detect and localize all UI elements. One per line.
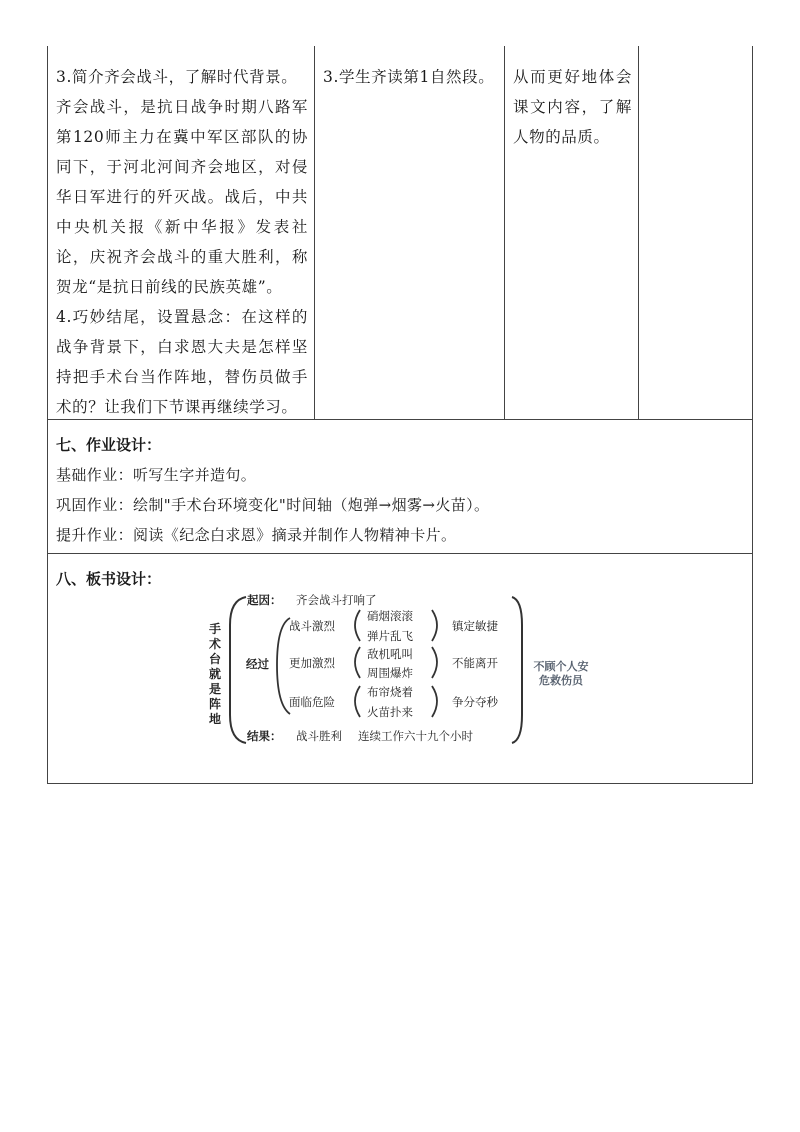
result-label: 结果： bbox=[247, 729, 282, 743]
stage-2-label: 更加激烈 bbox=[289, 656, 335, 670]
notes-cell bbox=[639, 46, 754, 419]
design-intent-cell bbox=[505, 46, 639, 419]
stage-2-item-2: 周围爆炸 bbox=[367, 666, 413, 680]
homework-section bbox=[47, 420, 753, 554]
summary-text: 不顾个人安危救伤员 bbox=[533, 660, 589, 687]
teaching-process-table bbox=[47, 46, 753, 420]
result-detail: 连续工作六十九个小时 bbox=[358, 729, 473, 743]
stage-3-item-2: 火苗扑来 bbox=[367, 705, 413, 719]
result-text: 战斗胜利 bbox=[296, 729, 342, 743]
process-label: 经过 bbox=[246, 657, 269, 671]
stage-3-label: 面临危险 bbox=[289, 695, 335, 709]
student-activity-text: 3.学生齐读第1自然段。 bbox=[323, 68, 495, 86]
design-intent-text: 从而更好地体会课文内容，了解人物的品质。 bbox=[513, 68, 632, 146]
cause-label: 起因： bbox=[247, 593, 282, 607]
stage-3-result: 争分夺秒 bbox=[452, 695, 498, 709]
background-paragraph: 齐会战斗，是抗日战争时期八路军第120师主力在冀中军区部队的协同下，于河北河间齐会地区，对侵华日军进行的歼灭战。战后，中共中央机关报《新中华报》发表社论，庆祝齐会战斗的重大胜利，称贺龙“是抗日前线的民族英雄”。 bbox=[56, 98, 308, 296]
activity-step-3: 3.简介齐会战斗，了解时代背景。 bbox=[56, 68, 298, 86]
board-title: 八、板书设计： bbox=[56, 570, 162, 588]
homework-title: 七、作业设计： bbox=[56, 436, 162, 454]
homework-consolidate: 巩固作业：绘制"手术台环境变化"时间轴（炮弹→烟雾→火苗）。 bbox=[56, 496, 490, 514]
stage-1-label: 战斗激烈 bbox=[289, 619, 335, 633]
homework-advanced: 提升作业：阅读《纪念白求恩》摘录并制作人物精神卡片。 bbox=[56, 526, 457, 544]
student-activity-cell bbox=[315, 46, 505, 419]
activity-step-4: 4.巧妙结尾，设置悬念：在这样的战争背景下，白求恩大夫是怎样坚持把手术台当作阵地，替伤员做手术的？让我们下节课再继续学习。 bbox=[56, 308, 308, 416]
board-main-title: 手术台就是阵地 bbox=[208, 622, 221, 726]
stage-1-result: 镇定敏捷 bbox=[452, 619, 498, 633]
stage-2-item-1: 敌机吼叫 bbox=[367, 647, 413, 661]
board-section bbox=[47, 554, 753, 784]
cause-text: 齐会战斗打响了 bbox=[296, 593, 377, 607]
stage-1-item-1: 硝烟滚滚 bbox=[367, 609, 413, 623]
teacher-activity-cell bbox=[48, 46, 315, 419]
stage-2-result: 不能离开 bbox=[452, 656, 498, 670]
stage-1-item-2: 弹片乱飞 bbox=[367, 629, 413, 643]
homework-basic: 基础作业：听写生字并造句。 bbox=[56, 466, 257, 484]
stage-3-item-1: 布帘烧着 bbox=[367, 685, 413, 699]
